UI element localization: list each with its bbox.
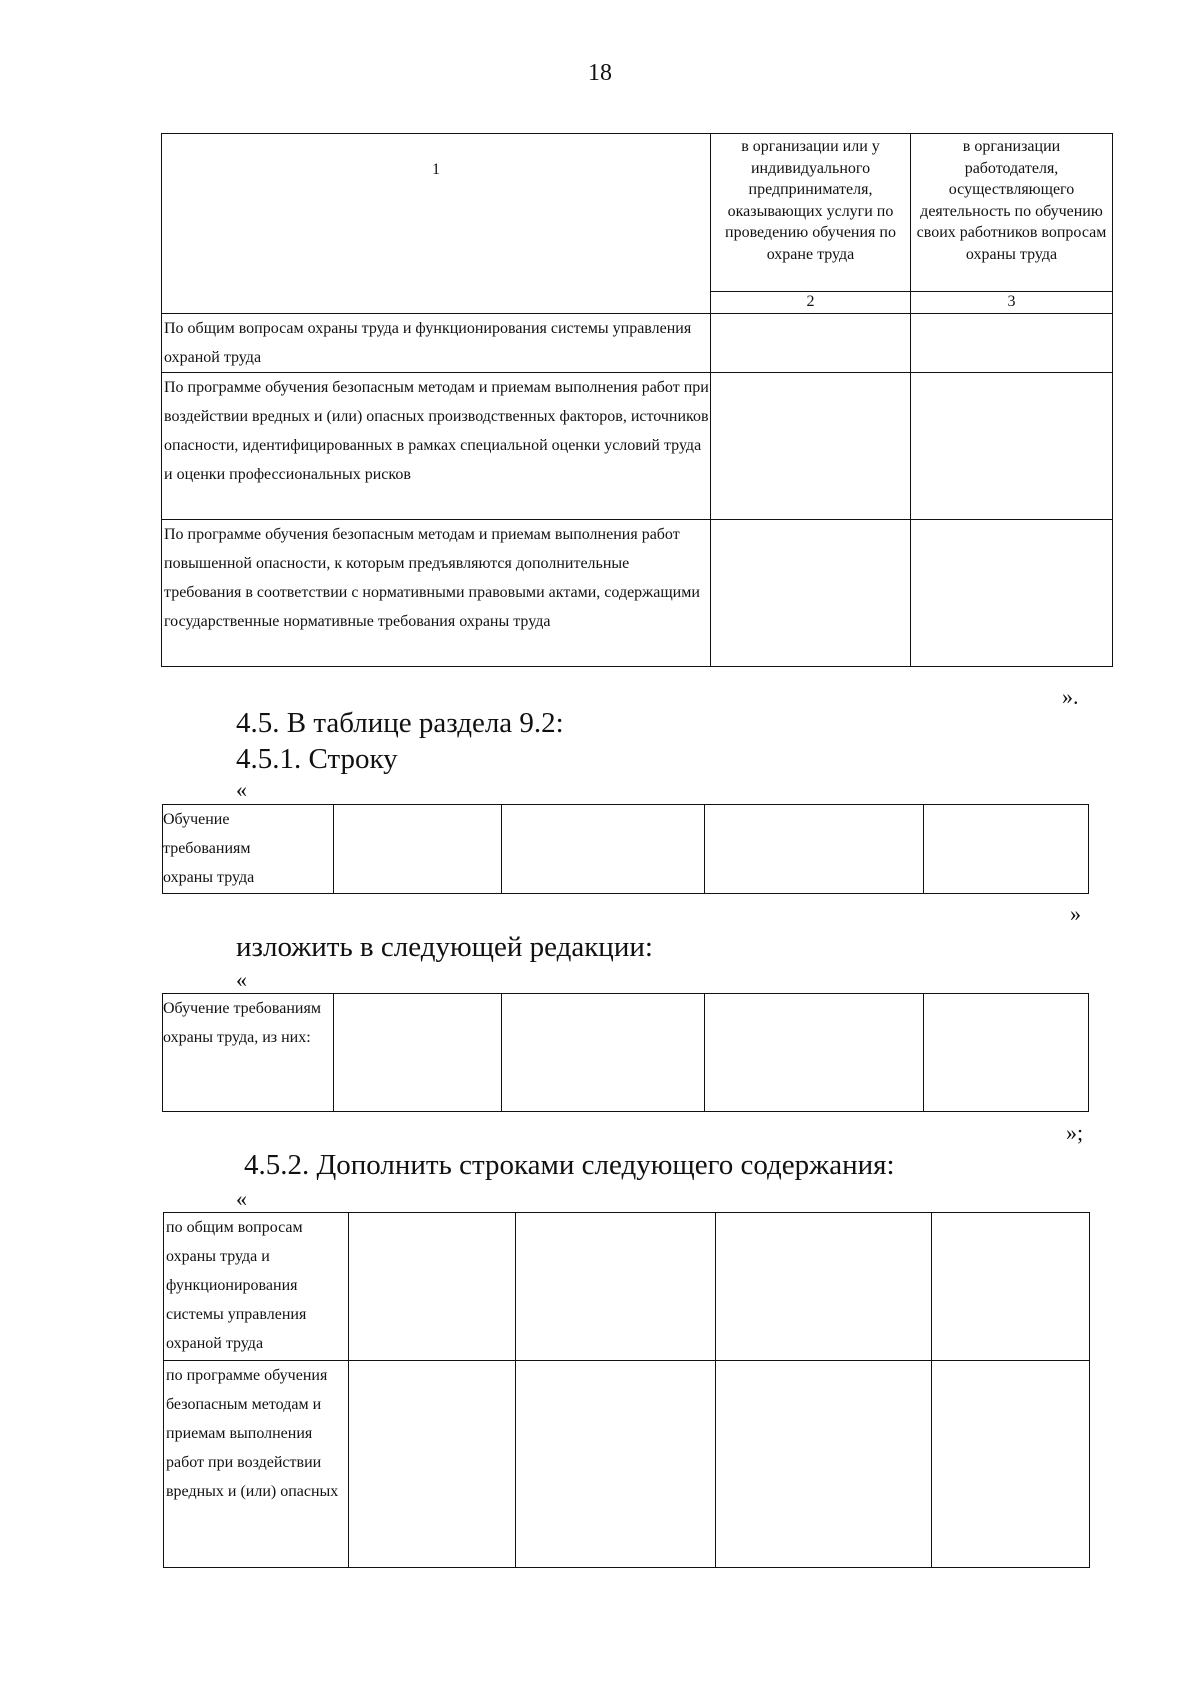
table-row <box>162 373 1113 520</box>
table-cell <box>502 994 705 1112</box>
table-row <box>164 1361 1090 1568</box>
table-cell <box>716 1213 932 1361</box>
table-cell <box>932 1213 1090 1361</box>
header-number-3: 3 <box>911 292 1113 314</box>
table-cell <box>705 805 924 894</box>
table-cell <box>516 1213 716 1361</box>
table-cell <box>911 520 1113 667</box>
row-label: Обучение требованиям охраны труда, из них: <box>163 994 334 1112</box>
training-table <box>161 133 1113 667</box>
open-quote: « <box>236 967 247 992</box>
table-cell <box>911 373 1113 520</box>
row-label: По программе обучения безопасным методам и приемам выполнения работ повышенной опасности, к которым предъявляются дополнительные требования в соответствии с нормативными правовыми актами, содержащими государственные нормативные требования охраны труда <box>162 520 711 667</box>
table-row <box>162 314 1113 373</box>
table-cell <box>711 373 911 520</box>
table-cell <box>924 805 1089 894</box>
added-rows-table <box>163 1212 1090 1568</box>
table-cell <box>502 805 705 894</box>
table-row <box>163 994 1089 1112</box>
table-cell <box>705 994 924 1112</box>
new-row-table <box>162 993 1089 1112</box>
row-label: По программе обучения безопасным методам и приемам выполнения работ при воздействии вредных и (или) опасных производственных факторов, источников опасности, идентифицированных в рамках специальной оценки условий труда и оценки профессиональных рисков <box>162 373 711 520</box>
table-cell <box>716 1361 932 1568</box>
section-4-5-1-heading: 4.5.1. Строку <box>236 743 398 775</box>
section-4-5-heading: 4.5. В таблице раздела 9.2: <box>236 707 564 739</box>
table-row <box>164 1213 1090 1361</box>
table-cell <box>334 805 502 894</box>
row-label: по общим вопросам охраны труда и функционирования системы управления охраной труда <box>164 1213 349 1361</box>
closing-quote-3: »; <box>1066 1120 1084 1145</box>
table-row <box>162 520 1113 667</box>
open-quote: « <box>236 1186 247 1211</box>
table-cell <box>349 1361 516 1568</box>
table-cell <box>711 520 911 667</box>
row-label: По общим вопросам охраны труда и функционирования системы управления охраной труда <box>162 314 711 373</box>
table-cell <box>911 314 1113 373</box>
header-col-1: 1 <box>162 134 711 314</box>
header-number-2: 2 <box>711 292 911 314</box>
table-cell <box>349 1213 516 1361</box>
section-4-5-2-heading: 4.5.2. Дополнить строками следующего содержания: <box>244 1149 895 1181</box>
table-cell <box>932 1361 1090 1568</box>
page-number: 18 <box>588 60 612 86</box>
row-label: Обучение требованиям охраны труда <box>163 805 334 894</box>
table-cell <box>924 994 1089 1112</box>
header-col-2: в организации или у индивидуального предпринимателя, оказывающих услуги по проведению обучения по охране труда <box>711 134 911 292</box>
old-row-table <box>162 804 1089 894</box>
table-cell <box>711 314 911 373</box>
replace-instruction: изложить в следующей редакции: <box>236 931 653 963</box>
open-quote: « <box>236 777 247 802</box>
closing-quote-2: » <box>1070 901 1081 926</box>
table-cell <box>516 1361 716 1568</box>
table-row <box>163 805 1089 894</box>
table-cell <box>334 994 502 1112</box>
header-col-3: в организации работодателя, осуществляющего деятельность по обучению своих работников вопросам охраны труда <box>911 134 1113 292</box>
closing-quote-1: ». <box>1062 684 1079 709</box>
row-label: по программе обучения безопасным методам и приемам выполнения работ при воздействии вредных и (или) опасных <box>164 1361 349 1568</box>
